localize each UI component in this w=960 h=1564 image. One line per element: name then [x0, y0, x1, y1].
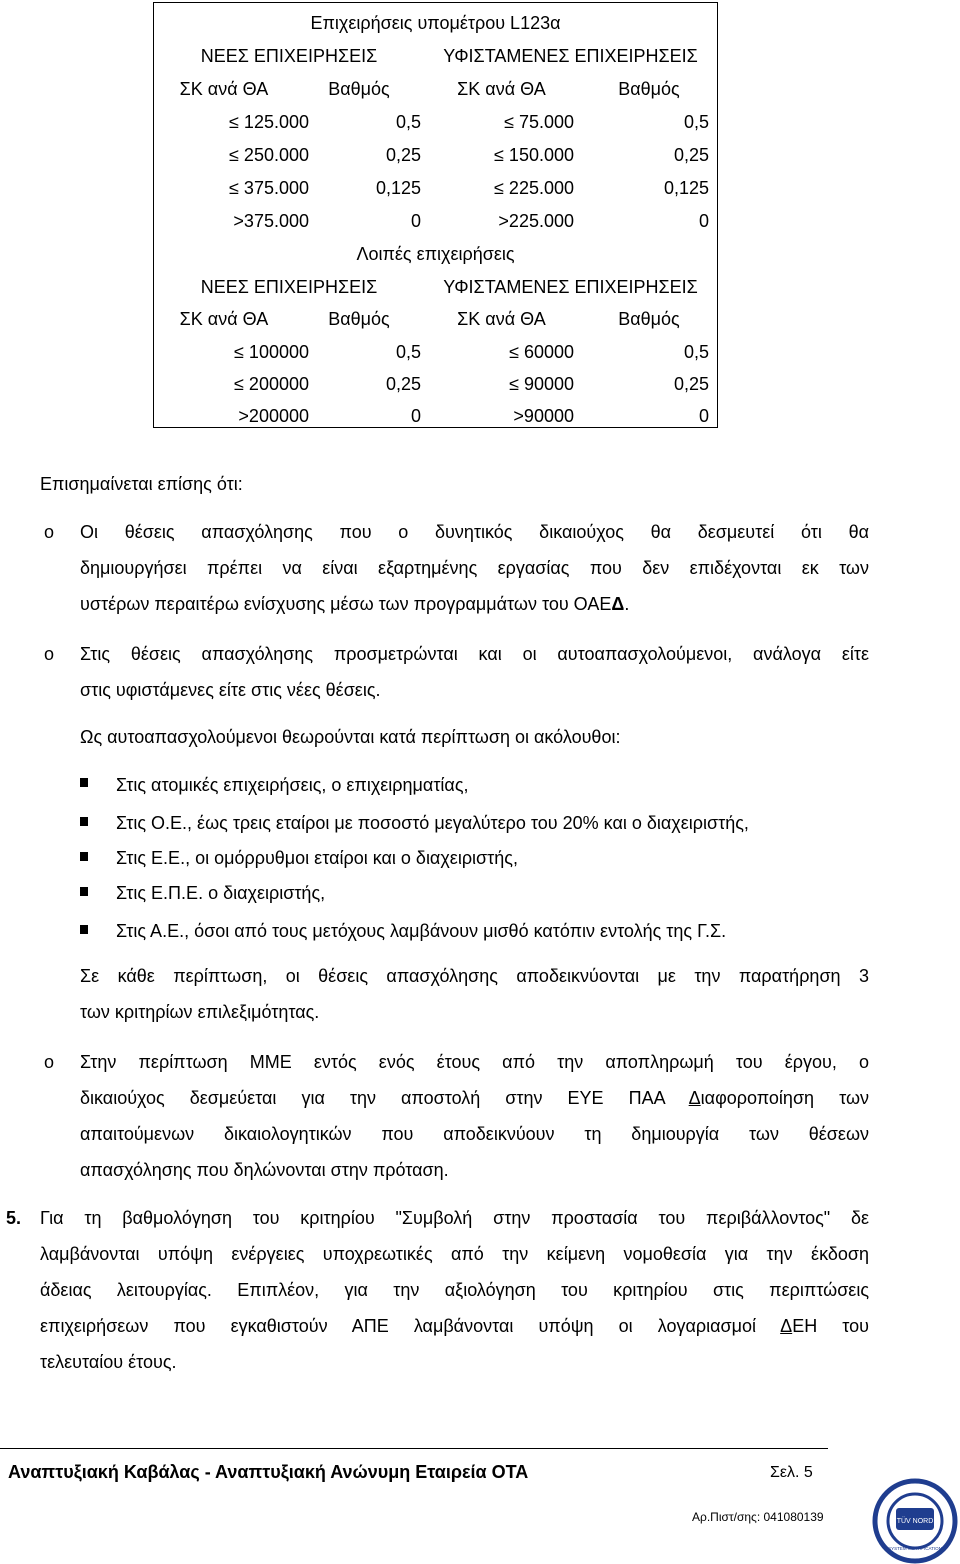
point5-line2: λαμβάνονται υπόψη ενέργειες υποχρεωτικές από την κείμενη νομοθεσία για την έκδοση: [40, 1244, 869, 1264]
item1-line1: Οι θέσεις απασχόλησης που ο δυνητικός δικαιούχος θα δεσμευτεί ότι θα: [80, 522, 869, 542]
item1-line3-suffix: .: [624, 594, 630, 614]
col-grade-existing: Βαθμός: [618, 79, 680, 99]
note-line2: των κριτηρίων επιλεξιμότητας.: [80, 1002, 320, 1022]
cell-sk-new: ≤ 250.000: [229, 145, 309, 165]
table-section1-title-row: [154, 7, 717, 39]
cell-grade-existing: 0,5: [683, 342, 709, 362]
col-sk-existing: ΣΚ ανά ΘΑ: [457, 309, 546, 329]
table-row: [154, 139, 717, 171]
item1-line3: [80, 586, 629, 622]
point5-line4-underlined: Δ: [780, 1316, 793, 1336]
existing-businesses-label: ΥΦΙΣΤΑΜΕΝΕΣ ΕΠΙΧΕΙΡΗΣΕΙΣ: [443, 46, 698, 66]
cell-sk-existing: >225.000: [498, 211, 574, 231]
cell-grade-existing: 0,25: [673, 145, 709, 165]
item3-line4: απασχόλησης που δηλώνονται στην πρόταση.: [80, 1160, 449, 1180]
cell-grade-existing: 0,5: [683, 112, 709, 132]
table-row: [154, 336, 717, 368]
cell-sk-new: ≤ 100000: [234, 342, 309, 362]
self-employed-intro: Ως αυτοαπασχολούμενοι θεωρούνται κατά περίπτωση οι ακόλουθοι:: [80, 727, 621, 747]
circle-bullet: o: [44, 644, 55, 664]
col-sk-new: ΣΚ ανά ΘΑ: [179, 79, 269, 99]
square-bullet: [80, 887, 88, 896]
square-bullet: [80, 817, 88, 826]
item3-line2-underlined: Δ: [688, 1088, 701, 1108]
point5-line4: [40, 1308, 869, 1344]
cell-grade-existing: 0,25: [673, 374, 709, 394]
point5-line3: άδειας λειτουργίας. Επιπλέον, για την αξιολόγηση του κριτηρίου στις περιπτώσεις: [40, 1280, 869, 1300]
cell-sk-existing: ≤ 150.000: [494, 145, 574, 165]
footer-title: Αναπτυξιακή Καβάλας - Αναπτυξιακή Ανώνυμη Εταιρεία ΟΤΑ: [8, 1462, 529, 1482]
certification-seal-icon: [872, 1478, 958, 1564]
item3-line1: Στην περίπτωση ΜΜΕ εντός ενός έτους από την αποπληρωμή του έργου, ο: [80, 1052, 869, 1072]
table-header-row: [154, 73, 717, 105]
sub-item: Στις ατομικές επιχειρήσεις, ο επιχειρηματίας,: [116, 775, 469, 795]
item3-line2-suffix: ιαφοροποίηση των: [700, 1088, 869, 1108]
new-businesses-label: ΝΕΕΣ ΕΠΙΧΕΙΡΗΣΕΙΣ: [200, 46, 378, 66]
seal-text-top: TÜV NORD: [896, 1518, 934, 1525]
table-row: [154, 271, 717, 303]
note-line1: Σε κάθε περίπτωση, οι θέσεις απασχόλησης αποδεικνύονται με την παρατήρηση 3: [80, 966, 869, 986]
cell-sk-existing: ≤ 75.000: [504, 112, 574, 132]
cell-grade-existing: 0: [698, 406, 709, 426]
point5-line1: Για τη βαθμολόγηση του κριτηρίου "Συμβολή στην προστασία του περιβάλλοντος" δε: [40, 1208, 869, 1228]
table-header-row: [154, 303, 717, 335]
sub-item: Στις Ο.Ε., έως τρεις εταίροι με ποσοστό μεγαλύτερο του 20% και ο διαχειριστής,: [116, 813, 749, 833]
cell-grade-new: 0,25: [385, 145, 421, 165]
point5-line4-text: επιχειρήσεων που εγκαθιστούν ΑΠΕ λαμβάνονται υπόψη οι λογαριασμοί: [40, 1316, 781, 1336]
circle-bullet: o: [44, 1052, 55, 1072]
square-bullet: [80, 778, 88, 787]
col-grade-new: Βαθμός: [328, 309, 390, 329]
cell-sk-new: ≤ 375.000: [229, 178, 309, 198]
sub-item: Στις Α.Ε., όσοι από τους μετόχους λαμβάνουν μισθό κατόπιν εντολής της Γ.Σ.: [116, 921, 727, 941]
square-bullet: [80, 925, 88, 934]
table-row: [154, 106, 717, 138]
item2-line2: στις υφιστάμενες είτε στις νέες θέσεις.: [80, 680, 381, 700]
item1-line3-text: υστέρων περαιτέρω ενίσχυσης μέσω των προγραμμάτων του ΟΑΕ: [80, 594, 612, 614]
cell-grade-existing: 0: [698, 211, 709, 231]
cell-sk-existing: ≤ 60000: [509, 342, 574, 362]
cell-grade-existing: 0,125: [663, 178, 709, 198]
point5-line4-suffix: ΕΗ του: [792, 1316, 869, 1336]
col-sk-existing: ΣΚ ανά ΘΑ: [457, 79, 546, 99]
sub-item: Στις Ε.Ε., οι ομόρρυθμοι εταίροι και ο διαχειριστής,: [116, 848, 518, 868]
item1-line3-bold: Δ: [611, 594, 625, 614]
intro-text: Επισημαίνεται επίσης ότι:: [40, 474, 243, 494]
table-row: [154, 205, 717, 237]
table-row: [154, 40, 717, 72]
cell-sk-new: >200000: [238, 406, 309, 426]
existing-businesses-label: ΥΦΙΣΤΑΜΕΝΕΣ ΕΠΙΧΕΙΡΗΣΕΙΣ: [443, 277, 698, 297]
table-section2-title-row: [154, 238, 717, 270]
cell-sk-existing: >90000: [513, 406, 574, 426]
col-sk-new: ΣΚ ανά ΘΑ: [179, 309, 269, 329]
square-bullet: [80, 852, 88, 861]
certification-number: Αρ.Πιστ/σης: 041080139: [692, 1510, 824, 1524]
point5-number: 5.: [6, 1208, 22, 1228]
footer-divider: [0, 1448, 828, 1449]
cell-grade-new: 0,125: [375, 178, 421, 198]
cell-grade-new: 0: [410, 211, 421, 231]
item2-line1: Στις θέσεις απασχόλησης προσμετρώνται και οι αυτοαπασχολούμενοι, ανάλογα είτε: [80, 644, 869, 664]
sub-item: Στις Ε.Π.Ε. ο διαχειριστής,: [116, 883, 326, 903]
new-businesses-label: ΝΕΕΣ ΕΠΙΧΕΙΡΗΣΕΙΣ: [200, 277, 378, 297]
item3-line2-text: δικαιούχος δεσμεύεται για την αποστολή στην ΕΥΕ ΠΑΑ: [80, 1088, 689, 1108]
section2-title: Λοιπές επιχειρήσεις: [356, 244, 515, 264]
table-row: [154, 368, 717, 400]
cell-grade-new: 0: [410, 406, 421, 426]
cell-sk-new: ≤ 125.000: [229, 112, 309, 132]
cell-grade-new: 0,25: [385, 374, 421, 394]
cell-sk-existing: ≤ 90000: [509, 374, 574, 394]
cell-sk-new: ≤ 200000: [234, 374, 309, 394]
scoring-table: [153, 2, 718, 428]
seal-text-bottom: SYSTEM CERTIFICATION: [888, 1546, 942, 1551]
cell-grade-new: 0,5: [395, 112, 421, 132]
item1-line2: δημιουργήσει πρέπει να είναι εξαρτημένης εργασίας που δεν επιδέχονται εκ των: [80, 558, 869, 578]
cell-sk-existing: ≤ 225.000: [494, 178, 574, 198]
col-grade-new: Βαθμός: [328, 79, 390, 99]
circle-bullet: o: [44, 522, 55, 542]
section1-title: Επιχειρήσεις υπομέτρου L123α: [310, 13, 561, 33]
point5-line5: τελευταίου έτους.: [40, 1352, 177, 1372]
col-grade-existing: Βαθμός: [618, 309, 680, 329]
item3-line2: [80, 1080, 869, 1116]
page-number: Σελ. 5: [770, 1464, 813, 1481]
table-row: [154, 172, 717, 204]
cell-sk-new: >375.000: [233, 211, 309, 231]
cell-grade-new: 0,5: [395, 342, 421, 362]
item3-line3: απαιτούμενων δικαιολογητικών που αποδεικνύουν τη δημιουργία των θέσεων: [80, 1124, 869, 1144]
table-row: [154, 400, 717, 432]
